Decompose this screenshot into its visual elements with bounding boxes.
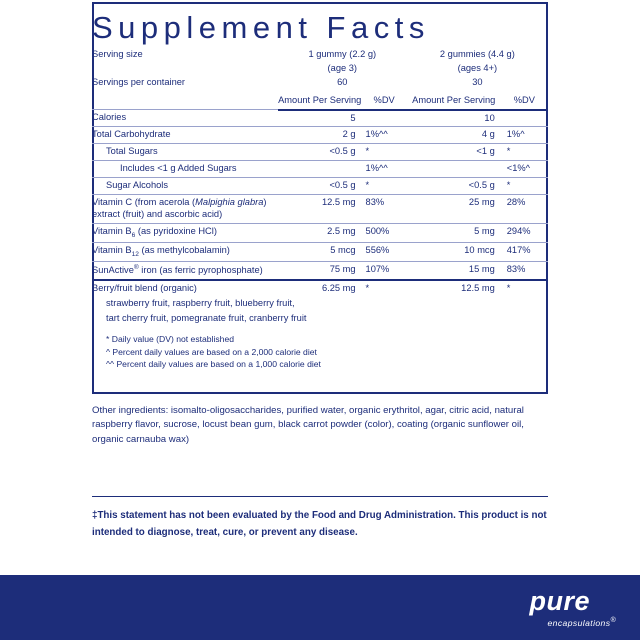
row-amount-2: <1 g: [407, 144, 501, 161]
serving-age-col1: (age 3): [327, 62, 358, 73]
footnote-1: * Daily value (DV) not established: [106, 334, 235, 345]
row-label: Includes <1 g Added Sugars: [92, 161, 278, 178]
servings-per-container-col2: 30: [472, 76, 483, 87]
row-dv-1: 83%: [362, 195, 407, 224]
blend-detail-line-1: strawberry fruit, raspberry fruit, blueberry fruit,: [106, 298, 295, 309]
vitamin-b6-base: Vitamin B: [92, 225, 132, 236]
row-amount-2: 15 mg: [407, 262, 501, 280]
serving-size-col2: 2 gummies (4.4 g): [439, 49, 515, 59]
row-dv-2: [501, 110, 548, 127]
row-dv-1: 1%^^: [362, 127, 407, 144]
row-amount-1: 6.25 mg: [278, 280, 362, 297]
row-label: Sugar Alcohols: [92, 178, 278, 195]
row-label: [92, 195, 278, 224]
sunactive-tail: iron (as ferric pyrophosphate): [138, 265, 263, 276]
fda-disclaimer: ‡This statement has not been evaluated by the Food and Drug Administration. This product is not intended to diagnose, treat, cure, or prevent any disease.: [92, 510, 547, 538]
row-dv-1: *: [362, 144, 407, 161]
blend-detail-row-2: [92, 312, 548, 327]
row-dv-1: *: [362, 178, 407, 195]
row-amount-1: 2.5 mg: [278, 223, 362, 242]
row-dv-2: <1%^: [501, 161, 548, 178]
table-row: [92, 223, 548, 242]
serving-size-col1: 1 gummy (2.2 g): [308, 49, 377, 59]
row-dv-2: 417%: [501, 243, 548, 262]
row-dv-2: 1%^: [501, 127, 548, 144]
blend-detail-row-1: [92, 297, 548, 312]
row-amount-2: 4 g: [407, 127, 501, 144]
row-amount-2: 10: [407, 110, 501, 127]
row-amount-2: <0.5 g: [407, 178, 501, 195]
serving-age-col2: (ages 4+): [457, 62, 498, 73]
vitamin-c-name-italic: Malpighia glabra: [195, 197, 264, 208]
row-dv-1: 1%^^: [362, 161, 407, 178]
row-dv-2: *: [501, 144, 548, 161]
row-label: Berry/fruit blend (organic): [92, 280, 278, 297]
table-row: [92, 280, 548, 297]
table-row: [92, 127, 548, 144]
supplement-facts-table: [92, 48, 548, 327]
row-amount-1: <0.5 g: [278, 178, 362, 195]
servings-per-container-label: Servings per container: [92, 76, 186, 87]
row-label: [92, 243, 278, 262]
brand-logo-name: pure: [529, 586, 591, 616]
serving-size-label: Serving size: [92, 49, 143, 59]
row-dv-2: *: [501, 178, 548, 195]
header-amount-2: Amount Per Serving: [407, 90, 501, 110]
table-row: [92, 262, 548, 280]
other-ingredients: Other ingredients: isomalto-oligosaccharides, purified water, organic erythritol, agar, citric acid, natural raspberry flavor, sucrose, locust bean gum, black carrot powder (color), coating (organic sunflower oil, organic carnauba wax): [92, 405, 524, 445]
row-label: Total Sugars: [92, 144, 278, 161]
vitamin-c-name-pre: Vitamin C (from acerola (: [92, 197, 196, 208]
table-row: [92, 195, 548, 224]
row-amount-2: 10 mcg: [407, 243, 501, 262]
registered-trademark-icon: ®: [133, 264, 139, 272]
table-row: [92, 161, 548, 178]
serving-age-row: [92, 62, 548, 76]
brand-logo-tagline: [548, 617, 617, 628]
header-amount-1: Amount Per Serving: [278, 90, 362, 110]
row-amount-1: <0.5 g: [278, 144, 362, 161]
registered-trademark-icon: ®: [610, 617, 616, 624]
header-dv-2: %DV: [501, 90, 548, 110]
row-amount-1: 2 g: [278, 127, 362, 144]
row-label: [92, 223, 278, 242]
brand-logo: [530, 588, 617, 628]
table-row: [92, 110, 548, 127]
row-amount-2: 25 mg: [407, 195, 501, 224]
brand-logo-tagline-text: encapsulations: [547, 617, 611, 628]
row-amount-1: 5 mcg: [278, 243, 362, 262]
row-amount-1: 12.5 mg: [278, 195, 362, 224]
row-dv-2: 294%: [501, 223, 548, 242]
row-dv-1: 500%: [362, 223, 407, 242]
serving-age-spacer: [92, 62, 278, 76]
footnote-3: ^^ Percent daily values are based on a 1,000 calorie diet: [106, 358, 321, 369]
header-dv-1: %DV: [362, 90, 407, 110]
row-amount-1: 5: [278, 110, 362, 127]
footnote-2: ^ Percent daily values are based on a 2,000 calorie diet: [106, 346, 317, 357]
row-dv-1: [362, 110, 407, 127]
row-amount-2: 5 mg: [407, 223, 501, 242]
row-label: [92, 262, 278, 280]
row-dv-1: 556%: [362, 243, 407, 262]
row-dv-1: 107%: [362, 262, 407, 280]
vitamin-b12-tail: (as methylcobalamin): [138, 245, 230, 256]
row-amount-2: [407, 161, 501, 178]
servings-per-container-col1: 60: [337, 76, 348, 87]
table-row: [92, 243, 548, 262]
row-amount-1: 75 mg: [278, 262, 362, 280]
table-row: [92, 178, 548, 195]
vitamin-b12-subscript: 12: [131, 250, 139, 258]
row-dv-2: *: [501, 280, 548, 297]
row-dv-2: 28%: [501, 195, 548, 224]
vitamin-b6-tail: (as pyridoxine HCl): [135, 225, 217, 236]
table-row: [92, 144, 548, 161]
supplement-facts-panel: [92, 48, 548, 370]
serving-size-row: [92, 48, 548, 62]
vitamin-b12-base: Vitamin B: [92, 245, 132, 256]
row-dv-1: *: [362, 280, 407, 297]
row-label: Calories: [92, 110, 278, 127]
row-amount-1: [278, 161, 362, 178]
column-header-row: [92, 90, 548, 110]
vitamin-b6-subscript: 6: [131, 231, 136, 239]
header-spacer: [92, 90, 278, 110]
row-label: Total Carbohydrate: [92, 127, 278, 144]
page-title: Supplement Facts: [92, 10, 430, 45]
row-amount-2: 12.5 mg: [407, 280, 501, 297]
sunactive-base: SunActive: [92, 265, 134, 276]
blend-detail-line-2: tart cherry fruit, pomegranate fruit, cranberry fruit: [106, 313, 307, 324]
vitamin-c-name-post: ) extract (fruit) and ascorbic acid): [92, 197, 267, 219]
disclaimer-divider: [92, 496, 548, 497]
footnotes: [92, 333, 548, 370]
row-dv-2: 83%: [501, 262, 548, 280]
servings-per-container-row: [92, 76, 548, 90]
